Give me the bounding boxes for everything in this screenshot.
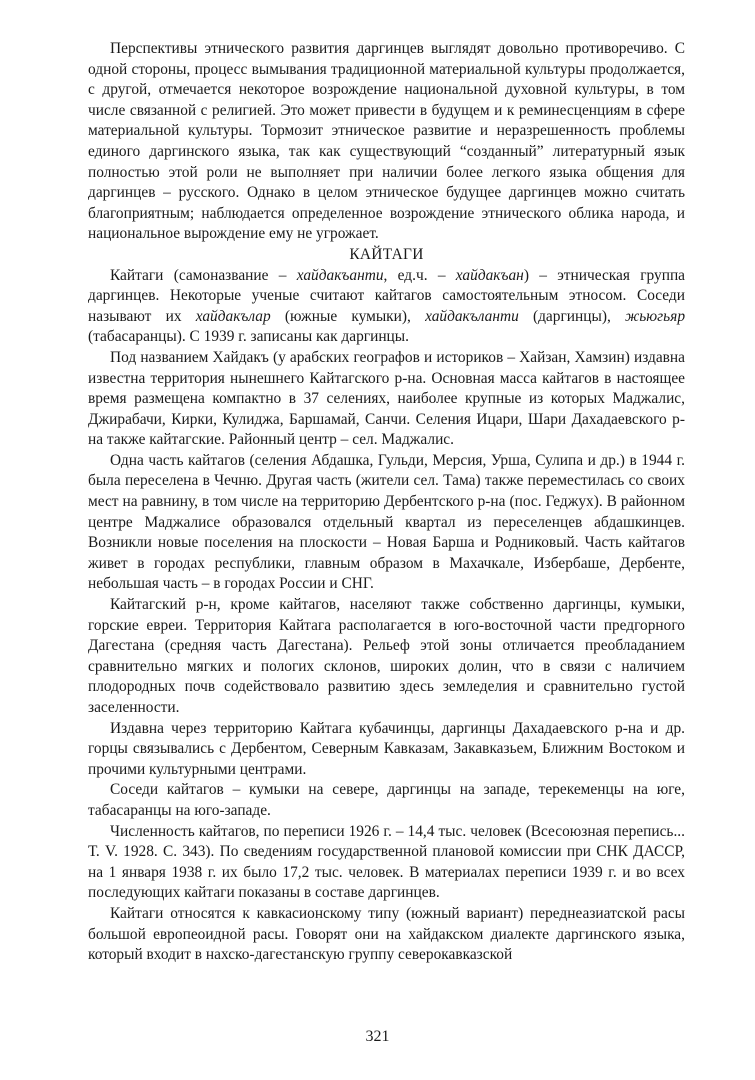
italic-term: хайдакъанти [296,266,384,284]
text-run: (южные кумыки), [270,307,426,325]
paragraph-population: Численность кайтагов, по переписи 1926 г. – 14,4 тыс. человек (Всесоюзная перепись... Т. V. 1928. С. 343). По сведениям государственной плановой комиссии при СНК ДАССР, на 1 января 1938 г. их было 17,2 тыс. человек. В материалах переписи 1939 г. и во всех последующих кайтаги показаны в составе даргинцев. [88,822,685,902]
text-run: ) – этническая группа даргинцев. Некоторые ученые считают кайтагов самостоятельным этносом. Соседи называют их [88,266,686,325]
text-run: Кайтаги (самоназвание – [110,266,297,284]
text-run: , ед.ч. – [383,266,456,284]
page-text [88,39,685,966]
paragraph-territory: Под названием Хайдакъ (у арабских географов и историков – Хайзан, Хамзин) издавна известна территория нынешнего Кайтагского р-на. Основная масса кайтагов в настоящее время размещена компактно в 37 селениях, наиболее крупные из которых Маджалис, Джирабачи, Кирки, Кулиджа, Баршамай, Санчи. Селения Ицари, Шари Дахадаевского р-на также кайтагские. Районный центр – сел. Маджалис. [88,348,685,449]
paragraph-resettlement: Одна часть кайтагов (селения Абдашка, Гульди, Мерсия, Урша, Сулипа и др.) в 1944 г. была переселена в Чечню. Другая часть (жители сел. Тама) также переместилась со своих мест на равнину, в том числе на территорию Дербентского р-на (пос. Геджух). В районном центре Маджалисе образовался отдельный квартал из переселенцев абдашкинцев. Возникли новые поселения на плоскости – Новая Барша и Родниковый. Часть кайтагов живет в городах республики, главным образом в Махачкале, Избербаше, Дербенте, небольшая часть – в городах России и СНГ. [88,451,685,593]
italic-term: хайдакъан [455,266,524,284]
italic-term: хайдакъланти [425,307,519,325]
paragraph-region: Кайтагский р-н, кроме кайтагов, населяют также собственно даргинцы, кумыки, горские евреи. Территория Кайтага располагается в юго-восточной части предгорного Дагестана (средняя часть Дагестана). Рельеф этой зоны отличается преобладанием сравнительно мягких и пологих склонов, широких долин, что в связи с наличием плодородных почв содействовало развитию здесь земледелия и сравнительно густой заселенности. [88,596,685,716]
intro-paragraph: Перспективы этнического развития даргинцев выглядят довольно противоречиво. С одной стороны, процесс вымывания традиционной материальной культуры продолжается, с другой, отмечается некоторое возрождение национальной духовной культуры, в том числе связанной с религией. Это может привести в будущем и к реминесценциям в сфере материальной культуры. Тормозит этническое развитие и неразрешенность проблемы единого даргинского языка, так как существующий “созданный” литературный язык полностью этой роли не выполняет при наличии более легкого языка общения для даргинцев – русского. Однако в целом этническое будущее даргинцев можно считать благоприятным; наблюдается определенное возрождение этнического облика народа, и национальное вырождение ему не угрожает. [88,40,685,243]
italic-term: жьюгьяр [624,307,686,325]
paragraph-trade-routes: Издавна через территорию Кайтага кубачинцы, даргинцы Дахадаевского р-на и др. горцы связывались с Дербентом, Северным Кавказам, Закавказьем, Ближним Востоком и прочими культурными центрами. [88,719,685,778]
paragraph-race-language: Кайтаги относятся к кавкасионскому типу (южный вариант) переднеазиатской расы большой европеоидной расы. Говорят они на хайдакском диалекте даргинского языка, который входит в нахско-дагестанскую группу северокавказской [88,904,685,964]
paragraph-neighbors: Соседи кайтагов – кумыки на севере, даргинцы на западе, терекеменцы на юге, табасаранцы на юго-западе. [88,781,685,819]
paragraph-kaitagi-names [88,266,685,348]
text-run: (табасаранцы). С 1939 г. записаны как даргинцы. [88,328,409,346]
text-run: (даргинцы), [518,307,625,325]
section-heading: КАЙТАГИ [349,245,424,263]
italic-term: хайдакълар [195,307,271,325]
page-number: 321 [365,1028,390,1045]
